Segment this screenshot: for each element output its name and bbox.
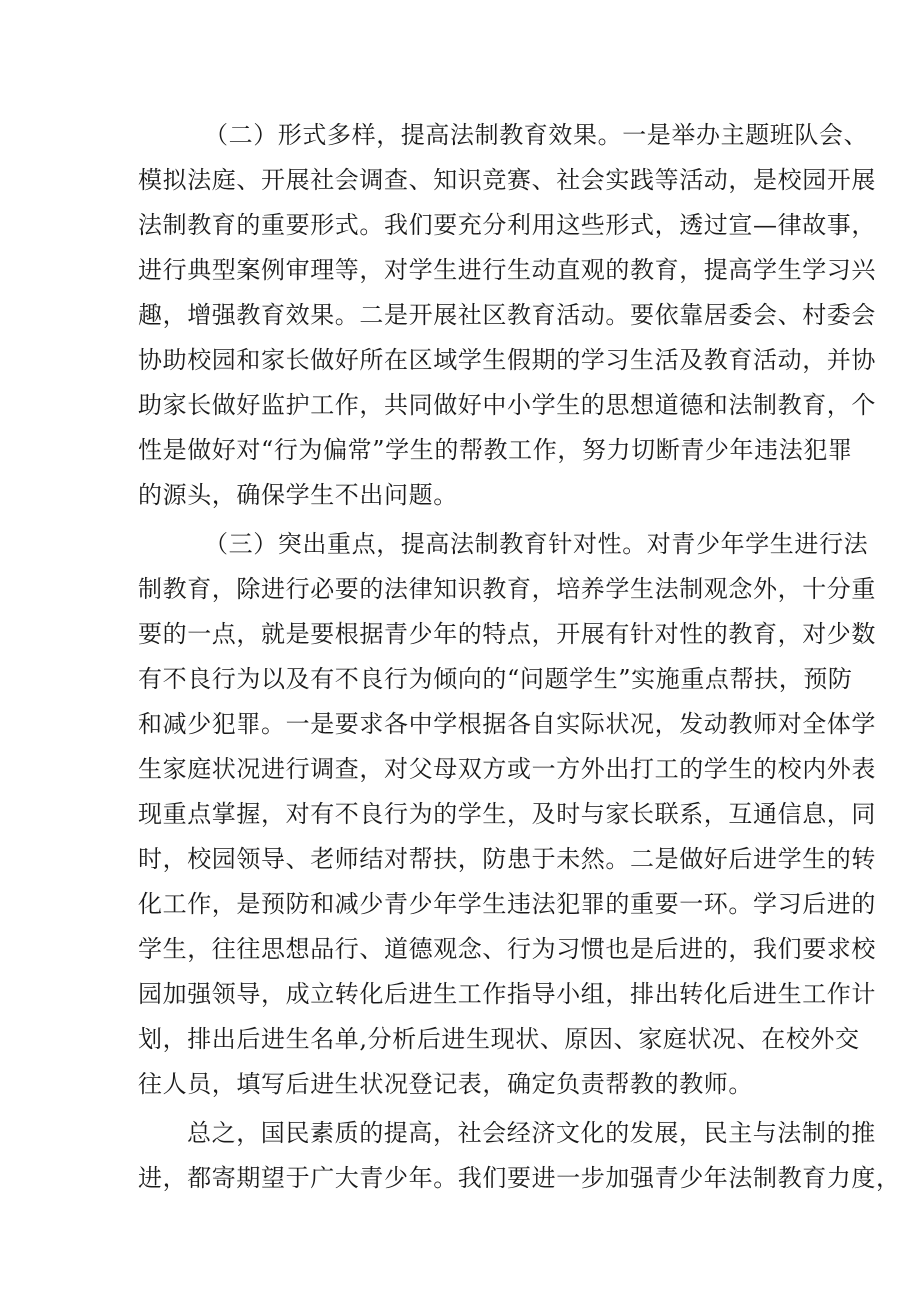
- paragraph-2-line: （二）形式多样，提高法制教育效果。一是举办主题班队会、: [204, 121, 869, 149]
- paragraph-3-line: 时，校园领导、老师结对帮扶，防患于未然。二是做好后进学生的转: [138, 845, 876, 873]
- paragraph-3-line: 有不良行为以及有不良行为倾向的“问题学生”实施重点帮扶，预防: [138, 665, 853, 693]
- paragraph-2-line: 模拟法庭、开展社会调查、知识竞赛、社会实践等活动，是校园开展: [138, 166, 876, 194]
- paragraph-2-line: 法制教育的重要形式。我们要充分利用这些形式，透过宣—律故事，: [138, 211, 876, 239]
- paragraph-4-line: 总之，国民素质的提高，社会经济文化的发展，民主与法制的推: [187, 1119, 876, 1147]
- paragraph-3-line: 学生，往往思想品行、道德观念、行为习惯也是后进的，我们要求校: [138, 935, 876, 963]
- paragraph-2-line: 趣，增强教育效果。二是开展社区教育活动。要依靠居委会、村委会: [138, 301, 876, 329]
- paragraph-3-line: 划，排出后进生名单,分析后进生现状、原因、家庭状况、在校外交: [138, 1025, 860, 1053]
- paragraph-3-line: 往人员，填写后进生状况登记表，确定负责帮教的教师。: [138, 1070, 753, 1098]
- paragraph-2-line: 的源头，确保学生不出问题。: [138, 481, 458, 509]
- paragraph-4-line: 进，都寄期望于广大青少年。我们要进一步加强青少年法制教育力度，: [138, 1164, 901, 1192]
- paragraph-3-line: 园加强领导，成立转化后进生工作指导小组，排出转化后进生工作计: [138, 980, 876, 1008]
- paragraph-3-line: 和减少犯罪。一是要求各中学根据各自实际状况，发动教师对全体学: [138, 710, 876, 738]
- paragraph-3-line: 生家庭状况进行调查，对父母双方或一方外出打工的学生的校内外表: [138, 755, 876, 783]
- paragraph-2-line: 进行典型案例审理等，对学生进行生动直观的教育，提高学生学习兴: [138, 256, 876, 284]
- paragraph-3-line: 化工作，是预防和减少青少年学生违法犯罪的重要一环。学习后进的: [138, 890, 876, 918]
- paragraph-3-line: 制教育，除进行必要的法律知识教育，培养学生法制观念外，十分重: [138, 575, 876, 603]
- paragraph-3-line: （三）突出重点，提高法制教育针对性。对青少年学生进行法: [204, 530, 869, 558]
- paragraph-2-line: 协助校园和家长做好所在区域学生假期的学习生活及教育活动，并协: [138, 346, 876, 374]
- paragraph-3-line: 要的一点，就是要根据青少年的特点，开展有针对性的教育，对少数: [138, 620, 876, 648]
- paragraph-2-line: 助家长做好监护工作，共同做好中小学生的思想道德和法制教育，个: [138, 391, 876, 419]
- paragraph-2-line: 性是做好对“行为偏常”学生的帮教工作，努力切断青少年违法犯罪: [138, 436, 853, 464]
- paragraph-3-line: 现重点掌握，对有不良行为的学生，及时与家长联系，互通信息，同: [138, 800, 876, 828]
